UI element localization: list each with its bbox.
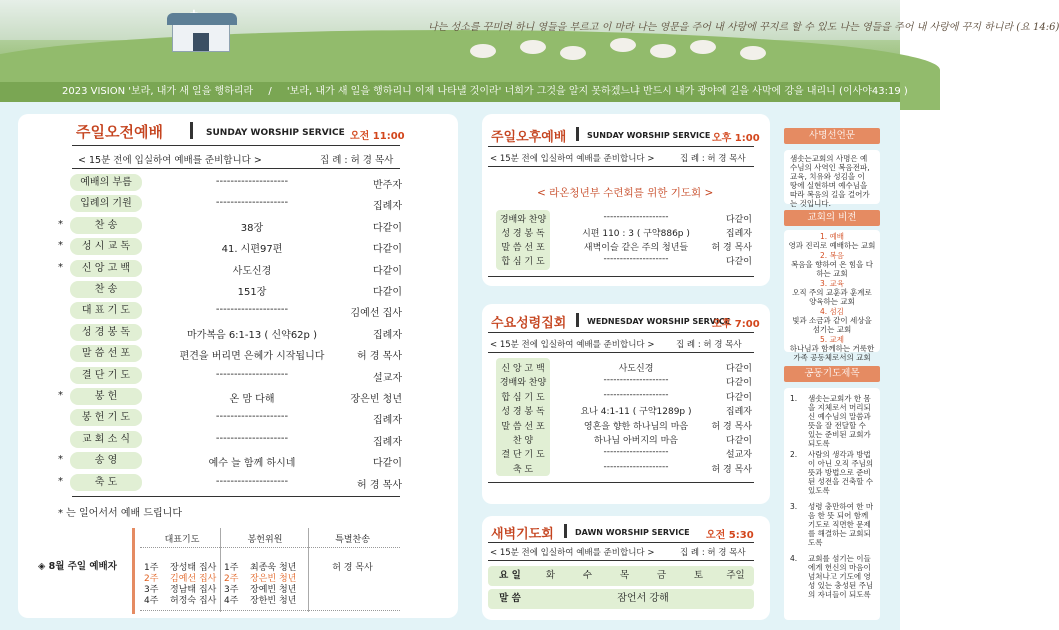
title-divider	[576, 127, 579, 141]
vision-header: 교회의 비전	[784, 210, 880, 226]
order-leader: 다같이	[725, 392, 752, 403]
morning-prep-note: < 15분 전에 입실하여 예배를 준비합니다 >	[78, 155, 262, 166]
roster-week: 4주	[144, 596, 159, 606]
order-row	[58, 172, 404, 194]
title-underline	[72, 145, 400, 146]
order-leader: 다같이	[725, 257, 752, 267]
morning-service-title: 주일오전예배	[76, 123, 163, 141]
roster-name: 장한빈 청년	[250, 596, 297, 606]
order-label: 성 경 봉 독	[70, 324, 142, 341]
order-content: 41. 시편97편	[221, 244, 283, 256]
roster-name: 김예선 집사	[170, 574, 217, 584]
order-label: 봉 헌 기 도	[70, 409, 142, 426]
roster-week: 3주	[144, 585, 159, 595]
dawn-schedule-table	[488, 566, 754, 612]
order-label: 합 심 기 도	[501, 257, 545, 267]
order-content: 시편 110 : 3 ( 구약886p )	[582, 229, 690, 239]
prayer-number: 1.	[790, 394, 798, 403]
order-leader: 허 경 목사	[711, 243, 752, 253]
standing-marker: *	[58, 218, 63, 230]
vision-number: 1. 예배	[819, 232, 845, 241]
order-leader: 다같이	[373, 222, 402, 234]
order-label: 말 씀 선 포	[70, 345, 142, 362]
afternoon-service-title: 주일오후예배	[491, 130, 567, 145]
order-row	[58, 343, 404, 365]
order-bottom-line	[488, 276, 754, 277]
order-row	[492, 404, 754, 417]
order-leader: 김예선 집사	[350, 308, 402, 320]
order-content: 151장	[237, 287, 267, 298]
order-label: 입례의 기원	[70, 195, 142, 212]
vision-number: 3. 교육	[819, 279, 845, 288]
vision-text: 오직 주의 교훈과 훈계로 양육하는 교회	[792, 288, 872, 306]
order-row	[492, 375, 754, 388]
order-label: 신 앙 고 백	[501, 364, 545, 374]
roster-week: 3주	[224, 585, 239, 595]
order-leader: 허 경 목사	[357, 351, 402, 363]
vision-banner	[0, 82, 908, 102]
dawn-word-value: 잠언서 강해	[617, 593, 669, 604]
order-label: 찬 송	[70, 217, 142, 234]
vision-text: 복음을 향하여 온 힘을 다하는 교회	[791, 260, 873, 278]
order-row	[58, 386, 404, 408]
order-label: 말 씀 선 포	[501, 421, 545, 432]
order-content: 편견을 버리면 은혜가 시작됩니다	[179, 351, 325, 363]
order-content: --------------------	[603, 375, 669, 386]
mission-statement-box	[784, 150, 880, 208]
order-leader: 집례자	[373, 415, 402, 427]
order-label: 송 영	[70, 452, 142, 469]
order-row	[492, 226, 754, 239]
dawn-day: 주일	[726, 570, 745, 581]
order-content: --------------------	[603, 461, 669, 472]
wednesday-service-time: 오후 7:00	[712, 319, 760, 330]
prayer-text: 샘솟는교회가 한 몸을 지체로서 머리되신 예수님의 말씀과 뜻을 잘 전달할 수 있는 준비된 교회가 되도록	[808, 394, 871, 448]
afternoon-officiant: 집 례 : 허 경 목사	[680, 154, 746, 164]
order-label: 찬 송	[70, 281, 142, 298]
sheep-icon	[560, 46, 586, 60]
note-underline	[488, 166, 754, 167]
order-label: 축 도	[512, 464, 534, 475]
wednesday-officiant: 집 례 : 허 경 목사	[676, 340, 742, 350]
roster-week: 1주	[224, 563, 239, 573]
note-underline	[488, 352, 754, 353]
order-label: 합 심 기 도	[501, 392, 545, 403]
roster-week: 4주	[224, 596, 239, 606]
order-leader: 설교자	[373, 372, 402, 384]
wednesday-service-title: 수요성령집회	[491, 316, 567, 331]
order-row	[492, 447, 754, 460]
dawn-day: 목	[619, 570, 630, 581]
order-content: 사도신경	[618, 364, 654, 374]
order-leader: 집례자	[373, 201, 402, 213]
dawn-service-title: 새벽기도회	[491, 527, 554, 542]
dawn-service-time: 오전 5:30	[706, 530, 754, 541]
order-content: --------------------	[215, 475, 289, 487]
order-row	[58, 279, 404, 301]
roster-col-divider	[220, 528, 221, 612]
roster-col-divider	[308, 528, 309, 612]
dawn-day: 화	[545, 570, 556, 581]
order-row	[58, 472, 404, 494]
order-label: 예배의 부름	[70, 174, 142, 191]
order-row	[58, 450, 404, 472]
order-leader: 허 경 목사	[711, 421, 752, 432]
order-label: 찬 양	[512, 436, 534, 446]
sheep-icon	[650, 44, 676, 58]
prayer-number: 2.	[790, 450, 798, 459]
order-leader: 다같이	[725, 215, 752, 225]
vision-number: 4. 섬김	[819, 307, 845, 316]
order-leader: 집례자	[725, 229, 752, 239]
dawn-word-label: 말 씀	[499, 593, 521, 604]
mission-header: 사명선언문	[784, 128, 880, 144]
order-label: 봉 헌	[70, 388, 142, 405]
title-underline	[488, 146, 754, 147]
morning-service-time: 오전 11:00	[350, 131, 405, 142]
afternoon-prep-note: < 15분 전에 입실하여 예배를 준비합니다 >	[490, 154, 655, 164]
order-content: --------------------	[603, 447, 669, 458]
roster-header-offering: 봉헌위원	[247, 535, 283, 545]
order-leader: 설교자	[725, 450, 752, 461]
order-label: 성 경 봉 독	[501, 229, 545, 239]
roster-header-prayer: 대표기도	[164, 535, 200, 545]
vision-text: 하나님과 함께하는 거룩한 가족 공동체로서의 교회	[789, 344, 875, 362]
sheep-icon	[470, 44, 496, 58]
standing-marker: *	[58, 261, 63, 273]
order-leader: 집례자	[373, 436, 402, 448]
order-leader: 다같이	[725, 436, 752, 446]
roster-name: 장은빈 청년	[250, 574, 297, 584]
dawn-day: 토	[693, 570, 704, 581]
order-content: 예수 늘 함께 하시네	[208, 458, 296, 470]
roster-bottom-line	[140, 610, 400, 611]
afternoon-service-time: 오후 1:00	[712, 133, 760, 144]
dawn-prep-note: < 15분 전에 입실하여 예배를 준비합니다 >	[490, 548, 655, 558]
vision-number: 2. 복음	[819, 251, 845, 260]
order-label: 교 회 소 식	[70, 431, 142, 448]
order-content: --------------------	[603, 254, 669, 264]
order-content: 새벽이슬 같은 주의 청년들	[583, 243, 689, 253]
order-label: 말 씀 선 포	[501, 243, 545, 253]
note-underline	[72, 168, 400, 169]
standing-marker: *	[58, 475, 63, 487]
roster-name: 허정숙 집사	[170, 596, 217, 606]
order-content: --------------------	[215, 197, 289, 209]
sheep-icon	[740, 46, 766, 60]
order-label: 성 시 교 독	[70, 238, 142, 255]
sheep-icon	[690, 40, 716, 54]
morning-officiant: 집 례 : 허 경 목사	[320, 155, 394, 166]
order-leader: 다같이	[373, 287, 402, 298]
order-label: 경배와 찬양	[499, 215, 547, 225]
title-underline	[488, 332, 754, 333]
roster-week: 1주	[144, 563, 159, 573]
order-content: --------------------	[215, 176, 289, 187]
order-label: 성 경 봉 독	[501, 407, 545, 418]
order-leader: 다같이	[725, 364, 752, 374]
roster-name: 정남태 집사	[170, 585, 217, 595]
order-row	[58, 215, 404, 237]
order-leader: 집례자	[373, 329, 402, 341]
standing-marker: *	[58, 454, 63, 466]
order-label: 경배와 찬양	[499, 378, 547, 389]
order-label: 대 표 기 도	[70, 302, 142, 319]
order-row	[492, 419, 754, 432]
dawn-day: 금	[656, 570, 667, 581]
title-divider	[576, 313, 579, 327]
order-leader: 다같이	[373, 244, 402, 256]
vision-number: 5. 교제	[819, 335, 845, 344]
roster-name: 장성태 집사	[170, 563, 217, 573]
order-content: --------------------	[215, 432, 289, 444]
church-building-image	[172, 22, 230, 52]
order-label: 축 도	[70, 474, 142, 491]
order-row	[58, 193, 404, 215]
order-content: --------------------	[603, 212, 669, 222]
order-label: 결 단 기 도	[501, 450, 545, 461]
order-row	[58, 322, 404, 344]
morning-service-en: SUNDAY WORSHIP SERVICE	[206, 128, 345, 138]
order-content: --------------------	[215, 304, 289, 316]
order-content: 38장	[240, 222, 264, 234]
dawn-day-label: 요 일	[499, 570, 521, 581]
title-divider	[564, 524, 567, 538]
order-content: --------------------	[215, 411, 289, 423]
wednesday-service-en: WEDNESDAY WORSHIP SERVICE	[587, 317, 731, 326]
order-bottom-line	[72, 496, 400, 497]
sheep-icon	[610, 38, 636, 52]
order-row	[492, 361, 754, 374]
roster-special-singer: 허 경 목사	[332, 563, 373, 573]
roster-entry	[224, 593, 296, 606]
order-bottom-line	[488, 482, 754, 483]
standing-note: * 는 일어서서 예배 드립니다	[58, 508, 182, 519]
roster-accent-bar	[132, 528, 135, 614]
header-verse: 나는 성소를 꾸미려 하니 영들을 부르고 이 마라 나는 영문을 주어 내 사랑에 꾸지르 할 수 있도 나는 영들을 주어 내 사랑에 꾸지 하니라 (요 14:6)	[428, 22, 1059, 33]
order-row	[58, 258, 404, 280]
order-leader: 다같이	[725, 378, 752, 389]
vision-separator: /	[268, 86, 272, 97]
order-leader: 다같이	[373, 265, 402, 277]
order-row	[492, 462, 754, 475]
prayer-text: 사람의 생각과 방법이 아닌 오직 주님의 뜻과 방법으로 준비된 성전을 건축할 수 있도록	[808, 450, 874, 495]
note-underline	[488, 560, 754, 561]
roster-header-line	[140, 547, 400, 548]
header-banner	[0, 0, 1059, 82]
order-content: 하나님 아버지의 마음	[594, 436, 678, 446]
dawn-day: 수	[582, 570, 593, 581]
august-roster-table	[140, 526, 400, 616]
order-row	[492, 390, 754, 403]
order-row	[58, 300, 404, 322]
roster-week: 2주	[144, 574, 159, 584]
roster-header-special: 특별찬송	[335, 535, 370, 545]
order-row	[58, 365, 404, 387]
roster-name: 최종욱 청년	[250, 563, 297, 573]
standing-marker: *	[58, 240, 63, 252]
order-row	[58, 407, 404, 429]
order-row	[492, 212, 754, 225]
sheep-icon	[520, 40, 546, 54]
order-content: 마가복음 6:1-13 ( 신약62p )	[187, 329, 317, 341]
prayer-text: 교회를 섬기는 이들에게 헌신의 마음이 넘쳐나고 기도에 영성 있는 충성된 주님의 자녀들이 되도록	[808, 554, 874, 599]
vision-full: '보라, 내가 새 일을 행하리니 이제 나타낼 것이라' 너희가 그것을 알지 못하겠느냐 반드시 내가 광야에 길을 사막에 강을 내리니 (이사야43:19 )	[286, 86, 908, 97]
order-leader: 다같이	[373, 458, 402, 470]
prayer-header: 공동기도제목	[784, 366, 880, 382]
title-underline	[488, 542, 754, 543]
order-content: 온 맘 다해	[229, 394, 275, 405]
standing-marker: *	[58, 390, 63, 401]
order-leader: 집례자	[725, 407, 752, 418]
order-label: 결 단 기 도	[70, 367, 142, 384]
vision-year: 2023 VISION	[62, 86, 126, 97]
order-label: 신 앙 고 백	[70, 260, 142, 277]
vision-text: 빛과 소금과 같이 세상을 섬기는 교회	[792, 316, 872, 334]
vision-text: 영과 진리로 예배하는 교회	[788, 241, 876, 250]
wednesday-prep-note: < 15분 전에 입실하여 예배를 준비합니다 >	[490, 340, 655, 350]
order-row	[58, 429, 404, 451]
mission-statement-text: 샘솟는교회의 사명은 예수님의 사역인 복음전파, 교육, 치유와 성김을 이 땅에 실현하며 예수님을 따라 복음의 길을 걸어가는 것입니다.	[790, 154, 870, 208]
roster-entry	[144, 593, 216, 606]
title-divider	[190, 122, 193, 139]
prayer-number: 4.	[790, 554, 798, 563]
order-content: --------------------	[603, 389, 669, 400]
order-row	[58, 236, 404, 258]
vision-short: '보라, 내가 새 일을 행하리라	[128, 86, 254, 97]
afternoon-subtitle: < 라온청년부 수련회를 위한 기도회 >	[537, 187, 714, 199]
afternoon-service-en: SUNDAY WORSHIP SERVICE	[587, 131, 711, 140]
order-leader: 허 경 목사	[711, 464, 752, 475]
dawn-officiant: 집 례 : 허 경 목사	[680, 548, 746, 558]
order-content: 요나 4:1-11 ( 구약1289p )	[580, 407, 692, 418]
common-prayer-list	[784, 388, 880, 620]
prayer-number: 3.	[790, 502, 798, 511]
roster-week: 2주	[224, 574, 239, 584]
order-row	[492, 240, 754, 253]
order-content: 영혼을 향한 하나님의 마음	[583, 421, 689, 432]
order-row	[492, 254, 754, 267]
church-vision-list	[784, 230, 880, 362]
order-content: --------------------	[215, 368, 289, 380]
roster-name: 장예빈 청년	[250, 585, 297, 595]
order-row	[492, 433, 754, 446]
order-content: 사도신경	[232, 265, 272, 277]
dawn-service-en: DAWN WORSHIP SERVICE	[575, 528, 690, 537]
order-leader: 반주자	[373, 180, 402, 191]
prayer-text: 성령 충만하여 한 마음 한 뜻 되어 함께 기도로 직면한 문제를 해결하는 교회되도록	[808, 502, 874, 547]
order-leader: 장은빈 청년	[350, 394, 402, 405]
order-leader: 허 경 목사	[357, 479, 402, 491]
august-roster-label: ◈ 8월 주일 예배자	[38, 561, 117, 572]
